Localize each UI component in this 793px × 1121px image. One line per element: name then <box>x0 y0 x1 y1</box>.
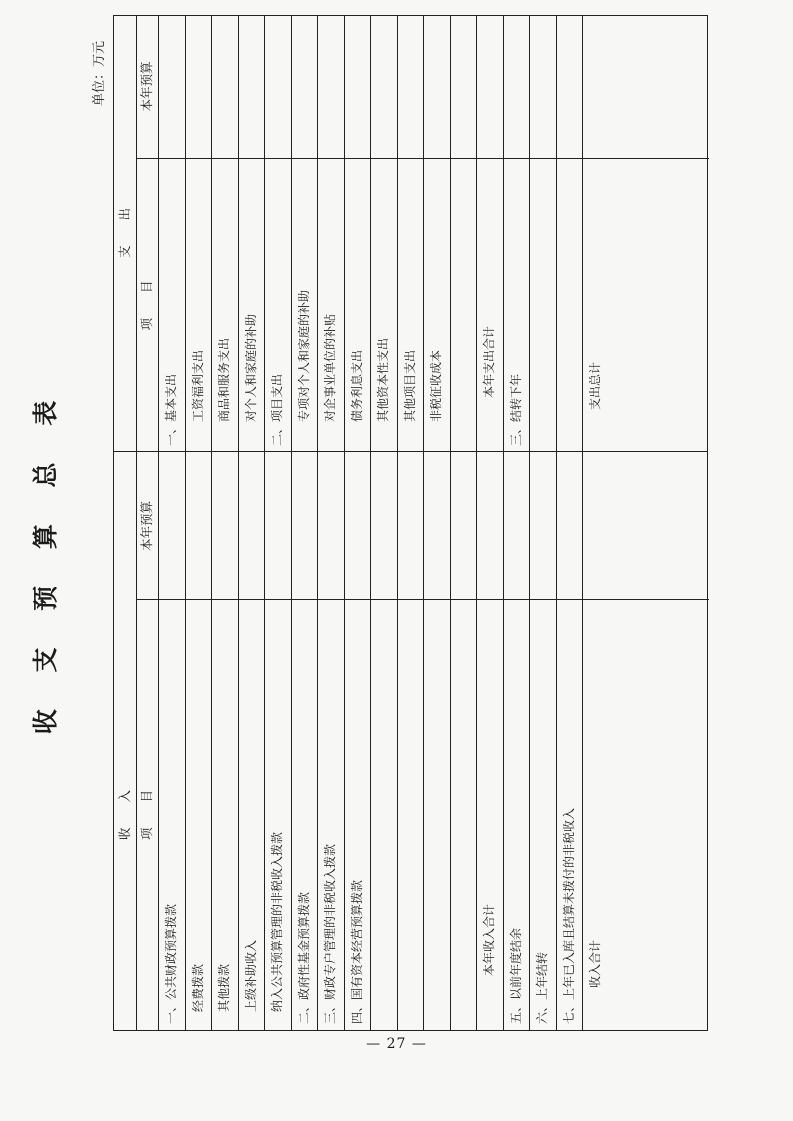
expense-row-label: 对企事业单位的补贴 <box>323 313 337 446</box>
expense-row-label: 商品和服务支出 <box>217 337 231 446</box>
expense-row-label: 本年支出合计 <box>482 325 496 446</box>
income-header: 收 入 <box>117 790 132 841</box>
income-row-label <box>370 604 396 1024</box>
page-number: — 27 — <box>366 1036 427 1052</box>
expense-row-label: 其他资本性支出 <box>376 337 390 446</box>
income-budget-divider <box>136 599 709 600</box>
income-row-label: 一、公共财政预算拨款 <box>164 903 178 1024</box>
expense-header: 支 出 <box>117 208 132 259</box>
group-divider <box>114 451 707 452</box>
expense-budget-header: 本年预算 <box>139 61 154 112</box>
expense-row-label: 支出总计 <box>588 361 602 446</box>
expense-row-label: 三、结转下年 <box>508 373 523 446</box>
unit-label: 单位：万元 <box>92 40 107 106</box>
income-row-label: 本年收入合计 <box>482 903 496 1024</box>
expense-row-label <box>529 161 555 446</box>
income-item-header: 项 目 <box>139 790 154 841</box>
expense-row-label: 一、基本支出 <box>164 373 178 446</box>
expense-row-label <box>556 161 582 446</box>
income-row-label <box>423 604 449 1024</box>
income-row-label: 上级补助收入 <box>243 939 258 1024</box>
expense-row-label: 非税征收成本 <box>429 349 443 446</box>
expense-row-label: 专项对个人和家庭的补助 <box>296 289 311 446</box>
expense-row-label: 债务利息支出 <box>349 349 364 446</box>
expense-row-label <box>450 161 476 446</box>
income-row-label: 四、国有资本经营预算拨款 <box>349 879 364 1024</box>
income-budget-header: 本年预算 <box>139 501 154 552</box>
income-row-label: 收入合计 <box>588 939 602 1024</box>
income-row-label: 七、上年已入库且结算未拨付的非税收入 <box>561 807 576 1024</box>
income-row-label: 三、财政专户管理的非税收入拨款 <box>323 843 337 1024</box>
page-title: 收 支 预 算 总 表 <box>31 386 60 735</box>
header-divider-top <box>136 16 137 1030</box>
expense-item-header: 项 目 <box>139 280 154 331</box>
expense-row-label: 二、项目支出 <box>270 373 284 446</box>
income-row-label: 六、上年结转 <box>535 951 549 1024</box>
income-row-label <box>450 604 476 1024</box>
budget-summary-table <box>113 15 708 1031</box>
income-row-label: 纳入公共预算管理的非税收入拨款 <box>270 831 284 1024</box>
income-row-label <box>397 604 423 1024</box>
expense-row-label: 工资福利支出 <box>190 349 205 446</box>
income-row-label: 其他拨款 <box>217 963 231 1024</box>
income-row-label: 二、政府性基金预算拨款 <box>296 891 311 1024</box>
expense-row-label: 其他项目支出 <box>402 349 417 446</box>
expense-budget-divider <box>136 158 709 159</box>
income-row-label: 五、以前年度结余 <box>508 927 523 1024</box>
expense-row-label: 对个人和家庭的补助 <box>243 313 258 446</box>
income-row-label: 经费拨款 <box>190 963 205 1024</box>
